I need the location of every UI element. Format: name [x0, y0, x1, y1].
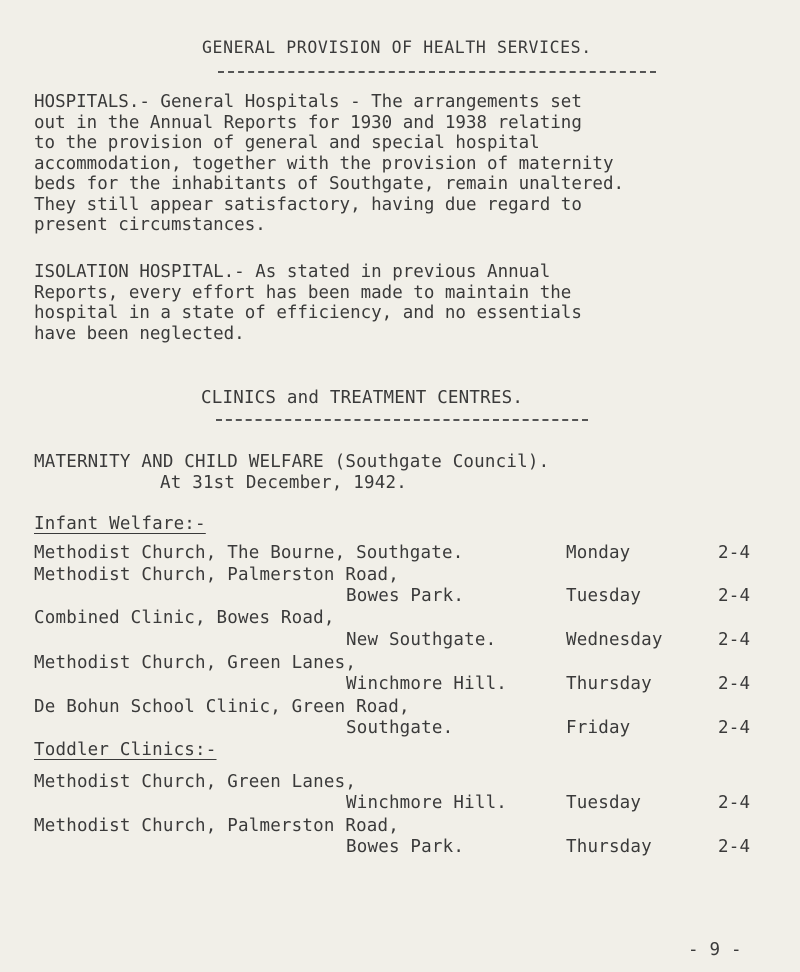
- clinic-day: Thursday: [566, 837, 652, 857]
- paragraph-line: out in the Annual Reports for 1930 and 1938 relating: [34, 112, 582, 133]
- clinic-place: Methodist Church, Palmerston Road,: [34, 816, 400, 836]
- clinic-day: Monday: [566, 543, 631, 563]
- clinic-day: Tuesday: [566, 586, 642, 606]
- date-line: At 31st December, 1942.: [160, 473, 407, 493]
- clinic-place: Methodist Church, Green Lanes,: [34, 772, 357, 792]
- infant-welfare-heading: Infant Welfare:-: [34, 514, 206, 534]
- clinic-place: Methodist Church, The Bourne, Southgate.: [34, 543, 464, 563]
- clinic-time: 2-4: [718, 793, 751, 813]
- clinic-time: 2-4: [718, 630, 751, 650]
- paragraph-line: hospital in a state of efficiency, and no essentials: [34, 303, 582, 323]
- clinic-time: 2-4: [718, 543, 751, 563]
- paragraph-line: Reports, every effort has been made to maintain the: [34, 282, 572, 303]
- paragraph-line: ISOLATION HOSPITAL.- As stated in previous Annual: [34, 262, 551, 282]
- clinic-time: 2-4: [718, 586, 751, 606]
- paragraph-line: accommodation, together with the provision of maternity: [34, 153, 614, 174]
- clinic-time: 2-4: [718, 837, 751, 857]
- clinic-day: Wednesday: [566, 630, 663, 650]
- paragraph-line: They still appear satisfactory, having due regard to: [34, 194, 582, 215]
- hospitals-paragraph: [34, 92, 774, 236]
- paragraph-line: have been neglected.: [34, 323, 245, 344]
- clinic-place-line2: Winchmore Hill.: [346, 674, 508, 694]
- page-title: GENERAL PROVISION OF HEALTH SERVICES.: [202, 38, 592, 57]
- clinics-heading: CLINICS and TREATMENT CENTRES.: [201, 388, 524, 408]
- clinic-day: Thursday: [566, 674, 652, 694]
- title-divider: [218, 71, 656, 73]
- clinic-place-line2: Winchmore Hill.: [346, 793, 508, 813]
- clinic-day: Tuesday: [566, 793, 642, 813]
- clinic-place: Methodist Church, Green Lanes,: [34, 653, 357, 673]
- clinic-time: 2-4: [718, 674, 751, 694]
- clinics-divider: [216, 419, 588, 421]
- clinic-time: 2-4: [718, 718, 751, 738]
- isolation-hospital-paragraph: [34, 262, 774, 344]
- toddler-clinics-heading: Toddler Clinics:-: [34, 740, 217, 760]
- clinic-place: Methodist Church, Palmerston Road,: [34, 565, 400, 585]
- paragraph-line: HOSPITALS.- General Hospitals - The arrangements set: [34, 92, 582, 112]
- paragraph-line: present circumstances.: [34, 215, 266, 235]
- clinic-place: De Bohun School Clinic, Green Road,: [34, 697, 410, 717]
- paragraph-line: beds for the inhabitants of Southgate, remain unaltered.: [34, 174, 625, 194]
- clinic-day: Friday: [566, 718, 631, 738]
- clinic-place-line2: Bowes Park.: [346, 586, 465, 606]
- clinic-place-line2: New Southgate.: [346, 630, 497, 650]
- page-number: - 9 -: [688, 940, 742, 960]
- maternity-heading: MATERNITY AND CHILD WELFARE (Southgate Council).: [34, 452, 550, 472]
- paragraph-line: to the provision of general and special hospital: [34, 133, 540, 153]
- clinic-place: Combined Clinic, Bowes Road,: [34, 608, 335, 628]
- clinic-place-line2: Bowes Park.: [346, 837, 465, 857]
- clinic-place-line2: Southgate.: [346, 718, 454, 738]
